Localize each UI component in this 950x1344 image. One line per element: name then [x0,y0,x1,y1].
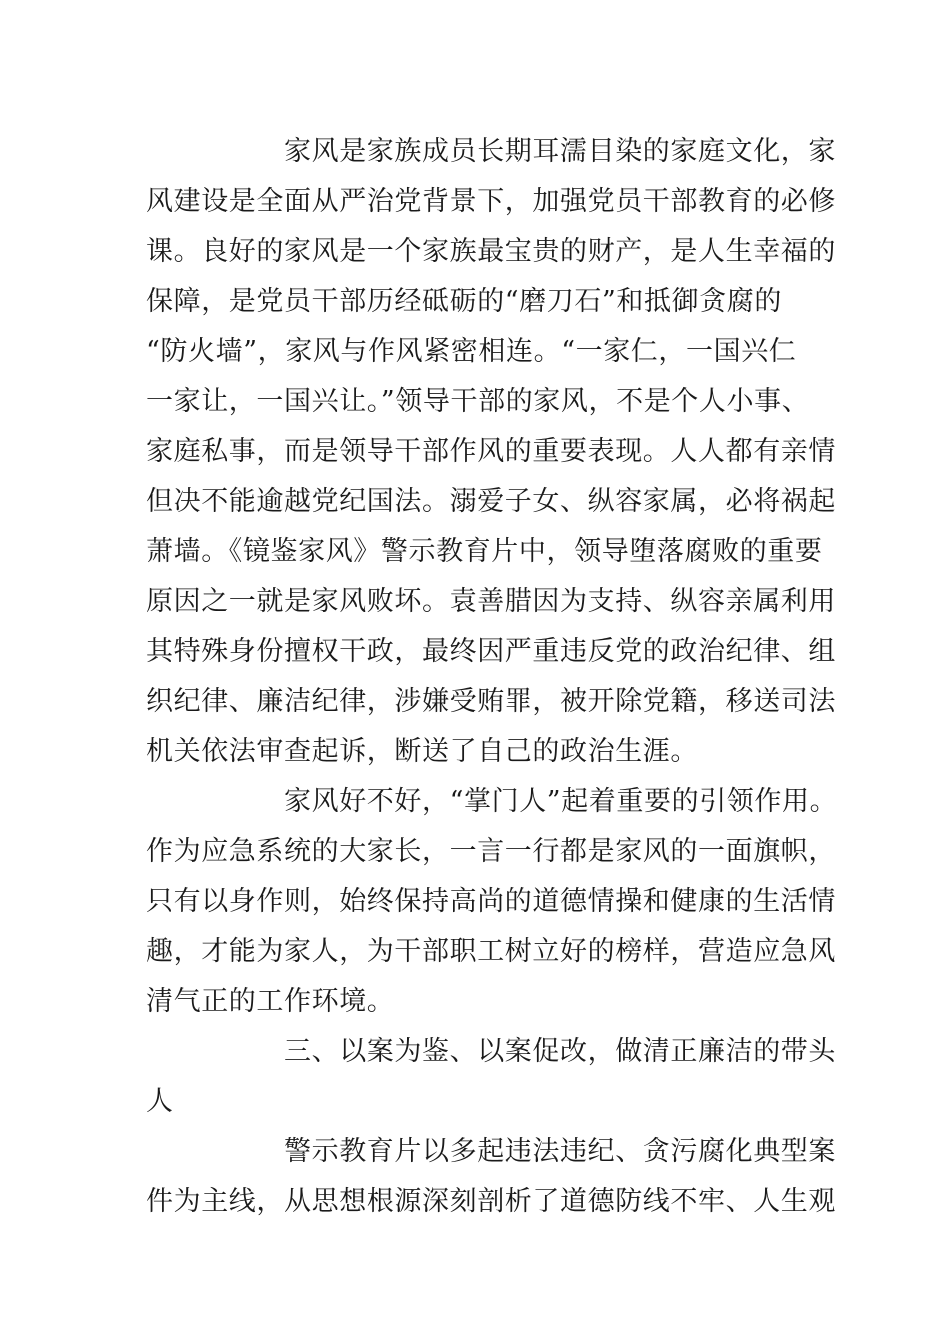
paragraph-1-line-3: 课。良好的家风是一个家族最宝贵的财产，是人生幸福的 [146,236,836,267]
paragraph-1-line-4: 保障，是党员干部历经砥砺的“磨刀石”和抵御贪腐的 [146,286,783,317]
paragraph-2-line-3: 只有以身作则，始终保持高尚的道德情操和健康的生活情 [146,886,836,917]
paragraph-1-line-13: 机关依法审查起诉，断送了自己的政治生涯。 [146,736,698,767]
paragraph-4-line-1: 警示教育片以多起违法违纪、贪污腐化典型案 [284,1136,836,1167]
paragraph-1-line-5: “防火墙”，家风与作风紧密相连。“一家仁，一国兴仁 [146,336,797,367]
paragraph-1-line-6: 一家让，一国兴让。”领导干部的家风，不是个人小事、 [146,386,810,417]
paragraph-1-line-1: 家风是家族成员长期耳濡目染的家庭文化，家 [284,136,836,167]
paragraph-2-line-4: 趣，才能为家人，为干部职工树立好的榜样，营造应急风 [146,936,836,967]
section-heading-line-1: 三、以案为鉴、以案促改，做清正廉洁的带头 [284,1036,836,1067]
paragraph-2-line-5: 清气正的工作环境。 [146,986,395,1017]
paragraph-1-line-7: 家庭私事，而是领导干部作风的重要表现。人人都有亲情 [146,436,836,467]
paragraph-1-line-10: 原因之一就是家风败坏。袁善腊因为支持、纵容亲属利用 [146,586,836,617]
paragraph-2-line-2: 作为应急系统的大家长，一言一行都是家风的一面旗帜， [146,836,836,867]
paragraph-1-line-11: 其特殊身份擅权干政，最终因严重违反党的政治纪律、组 [146,636,836,667]
paragraph-1-line-2: 风建设是全面从严治党背景下，加强党员干部教育的必修 [146,186,836,217]
section-heading-line-2: 人 [146,1086,174,1117]
paragraph-4-line-2: 件为主线，从思想根源深刻剖析了道德防线不牢、人生观 [146,1186,836,1217]
paragraph-1-line-12: 织纪律、廉洁纪律，涉嫌受贿罪，被开除党籍，移送司法 [146,686,836,717]
paragraph-2-line-1: 家风好不好，“掌门人”起着重要的引领作用。 [284,786,838,817]
paragraph-1-line-9: 萧墙。《镜鉴家风》警示教育片中，领导堕落腐败的重要 [146,536,823,567]
paragraph-1-line-8: 但决不能逾越党纪国法。溺爱子女、纵容家属，必将祸起 [146,486,836,517]
